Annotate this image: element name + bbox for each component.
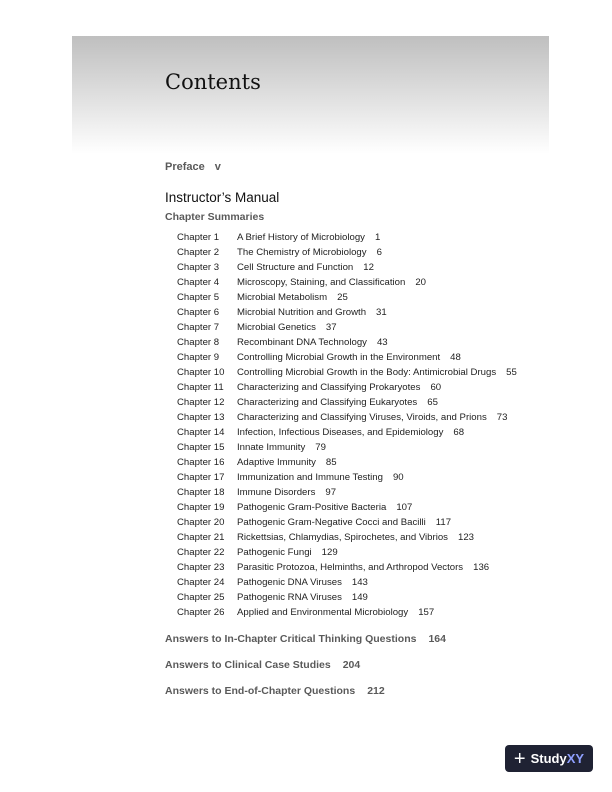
chapter-page: 12 [363, 262, 374, 273]
toc-chapter-entry[interactable] [177, 500, 517, 515]
toc-chapter-entry[interactable] [177, 485, 517, 500]
chapter-number: Chapter 23 [177, 562, 225, 573]
toc-chapter-entry[interactable] [177, 470, 517, 485]
chapter-page: 107 [396, 502, 413, 513]
chapter-page: 157 [418, 607, 435, 618]
chapter-page: 117 [435, 517, 452, 528]
preface-page: v [214, 161, 221, 173]
subsection-title: Chapter Summaries [165, 211, 265, 223]
chapter-title: Microscopy, Staining, and Classification [237, 277, 406, 288]
chapter-list [177, 230, 517, 620]
chapter-page: 73 [496, 412, 508, 423]
chapter-page: 37 [325, 322, 337, 333]
toc-chapter-entry[interactable] [177, 425, 517, 440]
studyxy-badge[interactable] [505, 745, 593, 772]
chapter-title: Cell Structure and Function [237, 262, 354, 273]
chapter-title: The Chemistry of Microbiology [237, 247, 367, 258]
header-band [72, 36, 549, 154]
chapter-number: Chapter 17 [177, 472, 225, 483]
chapter-title: Pathogenic RNA Viruses [237, 592, 342, 603]
plus-icon: + [513, 747, 526, 770]
chapter-title: Pathogenic Gram-Negative Cocci and Bacilli [237, 517, 426, 528]
toc-chapter-entry[interactable] [177, 605, 517, 620]
chapter-number: Chapter 11 [177, 382, 224, 393]
section-title: Instructor’s Manual [165, 190, 280, 205]
chapter-title: Immune Disorders [237, 487, 316, 498]
chapter-title: Applied and Environmental Microbiology [237, 607, 409, 618]
toc-chapter-entry[interactable] [177, 275, 517, 290]
chapter-page: 48 [450, 352, 461, 363]
chapter-page: 85 [325, 457, 337, 468]
chapter-title: Characterizing and Classifying Prokaryotes [237, 382, 421, 393]
chapter-number: Chapter 19 [177, 502, 225, 513]
chapter-number: Chapter 7 [177, 322, 220, 333]
chapter-title: Immunization and Immune Testing [237, 472, 383, 483]
toc-chapter-entry[interactable] [177, 320, 517, 335]
back-matter-label: Answers to End-of-Chapter Questions [165, 685, 356, 697]
chapter-title: Pathogenic Fungi [237, 547, 312, 558]
toc-back-matter-entry[interactable] [165, 633, 446, 645]
chapter-title: Recombinant DNA Technology [237, 337, 367, 348]
chapter-number: Chapter 8 [177, 337, 220, 348]
toc-preface[interactable] [165, 161, 221, 173]
badge-brand-prefix: Study [530, 751, 567, 766]
back-matter-page: 212 [367, 685, 385, 697]
page-title: Contents [165, 70, 261, 94]
toc-chapter-entry[interactable] [177, 290, 517, 305]
chapter-title: Pathogenic DNA Viruses [237, 577, 342, 588]
toc-chapter-entry[interactable] [177, 260, 517, 275]
chapter-page: 123 [457, 532, 474, 543]
toc-chapter-entry[interactable] [177, 590, 517, 605]
chapter-title: Characterizing and Classifying Eukaryotes [237, 397, 418, 408]
chapter-page: 68 [453, 427, 465, 438]
chapter-title: Microbial Genetics [237, 322, 316, 333]
chapter-title: Controlling Microbial Growth in the Body: Antimicrobial Drugs [237, 367, 497, 378]
chapter-number: Chapter 24 [177, 577, 225, 588]
chapter-number: Chapter 1 [177, 232, 220, 243]
chapter-page: 97 [325, 487, 337, 498]
chapter-number: Chapter 14 [177, 427, 225, 438]
toc-chapter-entry[interactable] [177, 230, 517, 245]
chapter-number: Chapter 22 [177, 547, 225, 558]
toc-chapter-entry[interactable] [177, 350, 517, 365]
chapter-title: Infection, Infectious Diseases, and Epidemiology [237, 427, 444, 438]
chapter-page: 65 [427, 397, 438, 408]
chapter-title: Microbial Nutrition and Growth [237, 307, 367, 318]
chapter-number: Chapter 5 [177, 292, 220, 303]
chapter-page: 143 [351, 577, 368, 588]
chapter-title: Characterizing and Classifying Viruses, Viroids, and Prions [237, 412, 487, 423]
chapter-number: Chapter 13 [177, 412, 225, 423]
chapter-page: 149 [351, 592, 368, 603]
chapter-page: 43 [376, 337, 388, 348]
chapter-page: 90 [392, 472, 404, 483]
chapter-number: Chapter 4 [177, 277, 220, 288]
toc-chapter-entry[interactable] [177, 545, 517, 560]
toc-chapter-entry[interactable] [177, 440, 517, 455]
back-matter-label: Answers to In-Chapter Critical Thinking Questions [165, 633, 417, 645]
chapter-number: Chapter 16 [177, 457, 225, 468]
chapter-page: 6 [376, 247, 382, 258]
chapter-page: 25 [337, 292, 348, 303]
chapter-title: Controlling Microbial Growth in the Environment [237, 352, 441, 363]
toc-chapter-entry[interactable] [177, 395, 517, 410]
chapter-number: Chapter 10 [177, 367, 225, 378]
toc-chapter-entry[interactable] [177, 560, 517, 575]
badge-brand-suffix: XY [566, 751, 585, 766]
toc-back-matter-entry[interactable] [165, 685, 385, 697]
chapter-number: Chapter 2 [177, 247, 220, 258]
chapter-page: 79 [315, 442, 326, 453]
back-matter-label: Answers to Clinical Case Studies [165, 659, 331, 671]
toc-chapter-entry[interactable] [177, 380, 517, 395]
toc-chapter-entry[interactable] [177, 245, 517, 260]
toc-chapter-entry[interactable] [177, 335, 517, 350]
chapter-number: Chapter 18 [177, 487, 225, 498]
chapter-page: 1 [374, 232, 381, 243]
chapter-page: 136 [473, 562, 490, 573]
chapter-title: A Brief History of Microbiology [237, 232, 365, 243]
chapter-page: 55 [506, 367, 517, 378]
toc-chapter-entry[interactable] [177, 365, 517, 380]
chapter-title: Adaptive Immunity [237, 457, 316, 468]
toc-chapter-entry[interactable] [177, 455, 517, 470]
chapter-number: Chapter 6 [177, 307, 220, 318]
chapter-number: Chapter 26 [177, 607, 225, 618]
chapter-page: 31 [376, 307, 387, 318]
toc-back-matter-entry[interactable] [165, 659, 360, 671]
back-matter-page: 204 [342, 659, 361, 671]
toc-chapter-entry[interactable] [177, 575, 517, 590]
toc-chapter-entry[interactable] [177, 410, 517, 425]
chapter-page: 20 [415, 277, 426, 288]
chapter-number: Chapter 21 [177, 532, 225, 543]
chapter-title: Parasitic Protozoa, Helminths, and Arthropod Vectors [237, 562, 464, 573]
chapter-page: 129 [321, 547, 338, 558]
chapter-number: Chapter 25 [177, 592, 225, 603]
toc-chapter-entry[interactable] [177, 530, 517, 545]
chapter-number: Chapter 9 [177, 352, 220, 363]
chapter-page: 60 [430, 382, 442, 393]
chapter-title: Rickettsias, Chlamydias, Spirochetes, and Vibrios [237, 532, 448, 543]
chapter-title: Innate Immunity [237, 442, 306, 453]
chapter-number: Chapter 20 [177, 517, 225, 528]
toc-chapter-entry[interactable] [177, 305, 517, 320]
chapter-title: Pathogenic Gram-Positive Bacteria [237, 502, 387, 513]
back-matter-page: 164 [428, 633, 446, 645]
chapter-number: Chapter 15 [177, 442, 225, 453]
chapter-number: Chapter 3 [177, 262, 220, 273]
toc-chapter-entry[interactable] [177, 515, 517, 530]
chapter-title: Microbial Metabolism [237, 292, 328, 303]
preface-label: Preface [165, 161, 205, 173]
chapter-number: Chapter 12 [177, 397, 225, 408]
